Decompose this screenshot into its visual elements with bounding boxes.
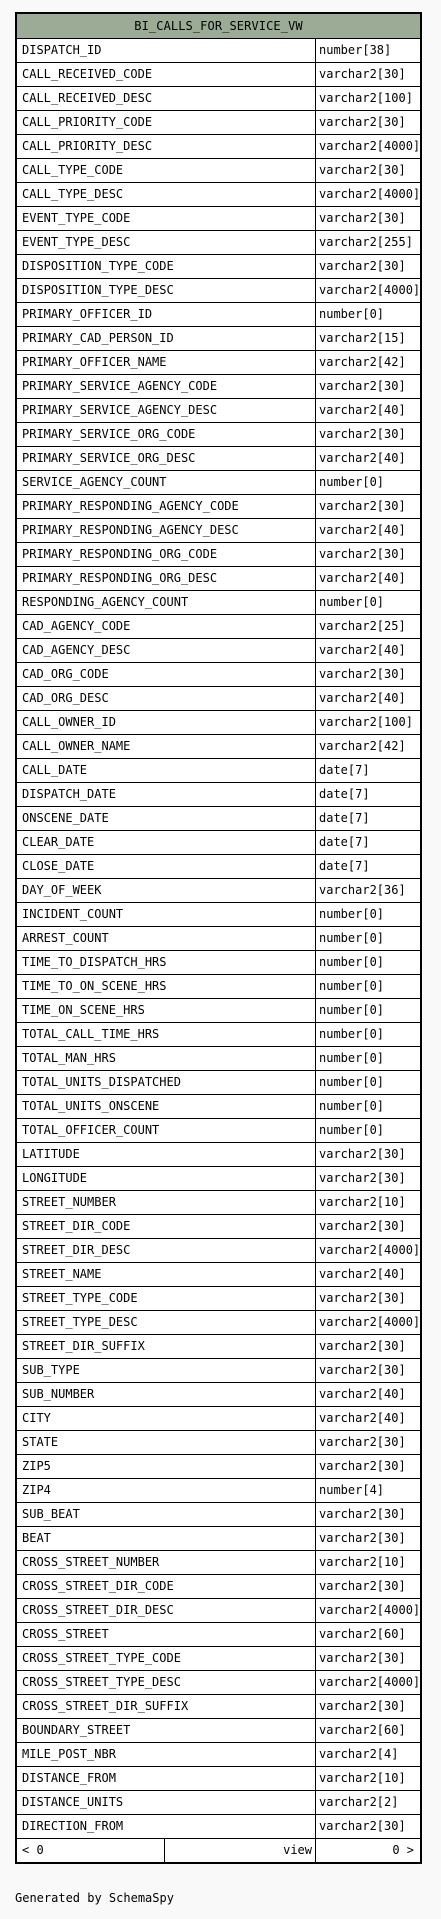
column-row: [17, 231, 420, 255]
column-row: [17, 1263, 420, 1287]
column-name: DISPOSITION_TYPE_CODE: [17, 255, 316, 278]
column-type: varchar2[42]: [319, 739, 406, 753]
entity-footer: [17, 1839, 420, 1862]
column-type: varchar2[4000]: [319, 283, 420, 297]
column-type: varchar2[4000]: [319, 1603, 420, 1617]
column-name: LONGITUDE: [17, 1167, 316, 1190]
column-name: CROSS_STREET_DIR_DESC: [17, 1599, 316, 1622]
column-row: [17, 1287, 420, 1311]
column-row: [17, 831, 420, 855]
column-type: varchar2[40]: [319, 1411, 406, 1425]
column-type: varchar2[40]: [319, 1387, 406, 1401]
column-name: DIRECTION_FROM: [17, 1815, 316, 1838]
column-row: [17, 207, 420, 231]
column-name: STREET_NUMBER: [17, 1191, 316, 1214]
column-type: varchar2[4000]: [319, 187, 420, 201]
column-type: number[0]: [319, 955, 385, 969]
column-row: [17, 663, 420, 687]
column-row: [17, 1023, 420, 1047]
column-type: varchar2[30]: [319, 1651, 406, 1665]
column-row: [17, 471, 420, 495]
column-name: PRIMARY_RESPONDING_ORG_DESC: [17, 567, 316, 590]
column-name: ZIP4: [17, 1479, 316, 1502]
column-name: STREET_NAME: [17, 1263, 316, 1286]
column-row: [17, 567, 420, 591]
entity-title: BI_CALLS_FOR_SERVICE_VW: [17, 14, 420, 39]
column-name: TOTAL_UNITS_ONSCENE: [17, 1095, 316, 1118]
column-row: [17, 1455, 420, 1479]
column-name: PRIMARY_OFFICER_ID: [17, 303, 316, 326]
column-name: TIME_TO_ON_SCENE_HRS: [17, 975, 316, 998]
column-type: varchar2[40]: [319, 691, 406, 705]
column-type: varchar2[4000]: [319, 1675, 420, 1689]
column-row: [17, 855, 420, 879]
column-type: varchar2[60]: [319, 1627, 406, 1641]
column-type: varchar2[30]: [319, 67, 406, 81]
column-type: varchar2[40]: [319, 523, 406, 537]
column-type: varchar2[30]: [319, 1435, 406, 1449]
column-type: number[0]: [319, 979, 385, 993]
column-name: CLOSE_DATE: [17, 855, 316, 878]
column-row: [17, 711, 420, 735]
column-type: varchar2[30]: [319, 1363, 406, 1377]
column-name: CAD_ORG_DESC: [17, 687, 316, 710]
column-type: varchar2[42]: [319, 355, 406, 369]
column-type: varchar2[4000]: [319, 1243, 420, 1257]
column-row: [17, 351, 420, 375]
column-type: date[7]: [319, 859, 370, 873]
column-name: STREET_TYPE_DESC: [17, 1311, 316, 1334]
column-row: [17, 63, 420, 87]
column-name: PRIMARY_SERVICE_ORG_DESC: [17, 447, 316, 470]
children-count: 0 >: [392, 1843, 414, 1857]
column-name: DISPATCH_DATE: [17, 783, 316, 806]
column-name: SERVICE_AGENCY_COUNT: [17, 471, 316, 494]
column-name: CALL_RECEIVED_DESC: [17, 87, 316, 110]
column-name: TIME_TO_DISPATCH_HRS: [17, 951, 316, 974]
column-name: PRIMARY_SERVICE_AGENCY_DESC: [17, 399, 316, 422]
column-row: [17, 39, 420, 63]
column-name: STATE: [17, 1431, 316, 1454]
column-name: ARREST_COUNT: [17, 927, 316, 950]
column-type: varchar2[30]: [319, 1219, 406, 1233]
column-type: date[7]: [319, 787, 370, 801]
column-row: [17, 279, 420, 303]
column-type: varchar2[30]: [319, 115, 406, 129]
column-row: [17, 951, 420, 975]
column-type: number[0]: [319, 907, 385, 921]
column-row: [17, 1527, 420, 1551]
column-name: CROSS_STREET: [17, 1623, 316, 1646]
column-name: CROSS_STREET_NUMBER: [17, 1551, 316, 1574]
column-type: number[0]: [319, 475, 385, 489]
column-name: INCIDENT_COUNT: [17, 903, 316, 926]
column-type: varchar2[255]: [319, 235, 413, 249]
column-name: DISPOSITION_TYPE_DESC: [17, 279, 316, 302]
column-type: varchar2[30]: [319, 1291, 406, 1305]
column-name: CALL_DATE: [17, 759, 316, 782]
column-type: varchar2[2]: [319, 1795, 399, 1809]
column-name: PRIMARY_RESPONDING_AGENCY_CODE: [17, 495, 316, 518]
column-row: [17, 1575, 420, 1599]
column-type: varchar2[30]: [319, 1339, 406, 1353]
column-name: CALL_OWNER_NAME: [17, 735, 316, 758]
column-type: varchar2[30]: [319, 499, 406, 513]
column-row: [17, 495, 420, 519]
column-name: CALL_TYPE_DESC: [17, 183, 316, 206]
column-name: TOTAL_UNITS_DISPATCHED: [17, 1071, 316, 1094]
column-type: varchar2[10]: [319, 1555, 406, 1569]
column-name: CLEAR_DATE: [17, 831, 316, 854]
column-row: [17, 1407, 420, 1431]
column-type: number[38]: [319, 43, 392, 57]
column-row: [17, 975, 420, 999]
column-type: varchar2[60]: [319, 1723, 406, 1737]
column-list: [17, 39, 420, 1839]
column-row: [17, 1047, 420, 1071]
column-row: [17, 1071, 420, 1095]
column-name: TOTAL_MAN_HRS: [17, 1047, 316, 1070]
column-row: [17, 999, 420, 1023]
column-type: varchar2[40]: [319, 1267, 406, 1281]
column-name: DISPATCH_ID: [17, 39, 316, 62]
column-name: PRIMARY_RESPONDING_AGENCY_DESC: [17, 519, 316, 542]
column-row: [17, 159, 420, 183]
column-row: [17, 1551, 420, 1575]
column-row: [17, 1335, 420, 1359]
column-row: [17, 303, 420, 327]
column-row: [17, 1743, 420, 1767]
column-name: BOUNDARY_STREET: [17, 1719, 316, 1742]
column-row: [17, 639, 420, 663]
column-type: varchar2[30]: [319, 211, 406, 225]
column-name: PRIMARY_OFFICER_NAME: [17, 351, 316, 374]
column-name: TOTAL_CALL_TIME_HRS: [17, 1023, 316, 1046]
column-type: varchar2[100]: [319, 91, 413, 105]
column-row: [17, 447, 420, 471]
column-row: [17, 1215, 420, 1239]
column-row: [17, 1143, 420, 1167]
column-row: [17, 1311, 420, 1335]
column-type: varchar2[40]: [319, 571, 406, 585]
column-type: varchar2[30]: [319, 163, 406, 177]
column-row: [17, 327, 420, 351]
column-name: DAY_OF_WEEK: [17, 879, 316, 902]
column-name: CROSS_STREET_TYPE_DESC: [17, 1671, 316, 1694]
column-row: [17, 759, 420, 783]
column-name: CALL_TYPE_CODE: [17, 159, 316, 182]
column-name: LATITUDE: [17, 1143, 316, 1166]
column-type: varchar2[30]: [319, 379, 406, 393]
column-row: [17, 1359, 420, 1383]
column-type: number[0]: [319, 1075, 385, 1089]
column-name: RESPONDING_AGENCY_COUNT: [17, 591, 316, 614]
column-type: varchar2[4]: [319, 1747, 399, 1761]
column-row: [17, 423, 420, 447]
column-type: number[0]: [319, 931, 385, 945]
column-type: number[0]: [319, 1003, 385, 1017]
column-type: varchar2[15]: [319, 331, 406, 345]
column-row: [17, 375, 420, 399]
entity-kind: view: [165, 1839, 316, 1862]
column-name: SUB_BEAT: [17, 1503, 316, 1526]
column-type: date[7]: [319, 835, 370, 849]
column-name: MILE_POST_NBR: [17, 1743, 316, 1766]
column-type: number[0]: [319, 1099, 385, 1113]
column-name: STREET_TYPE_CODE: [17, 1287, 316, 1310]
column-row: [17, 1095, 420, 1119]
column-row: [17, 927, 420, 951]
column-row: [17, 1647, 420, 1671]
column-name: CAD_AGENCY_DESC: [17, 639, 316, 662]
column-type: varchar2[36]: [319, 883, 406, 897]
column-name: CROSS_STREET_TYPE_CODE: [17, 1647, 316, 1670]
column-row: [17, 807, 420, 831]
column-row: [17, 1599, 420, 1623]
column-type: varchar2[10]: [319, 1771, 406, 1785]
column-row: [17, 1815, 420, 1839]
column-row: [17, 591, 420, 615]
column-type: number[0]: [319, 595, 385, 609]
column-name: DISTANCE_FROM: [17, 1767, 316, 1790]
column-name: STREET_DIR_CODE: [17, 1215, 316, 1238]
column-row: [17, 879, 420, 903]
column-row: [17, 183, 420, 207]
column-type: varchar2[30]: [319, 259, 406, 273]
column-type: varchar2[10]: [319, 1195, 406, 1209]
column-name: CALL_PRIORITY_DESC: [17, 135, 316, 158]
column-name: EVENT_TYPE_DESC: [17, 231, 316, 254]
column-name: PRIMARY_CAD_PERSON_ID: [17, 327, 316, 350]
column-type: varchar2[30]: [319, 667, 406, 681]
column-row: [17, 1479, 420, 1503]
column-row: [17, 111, 420, 135]
column-type: varchar2[30]: [319, 1579, 406, 1593]
column-row: [17, 1623, 420, 1647]
column-name: TOTAL_OFFICER_COUNT: [17, 1119, 316, 1142]
column-type: varchar2[30]: [319, 1699, 406, 1713]
column-type: date[7]: [319, 763, 370, 777]
column-name: CALL_OWNER_ID: [17, 711, 316, 734]
column-row: [17, 783, 420, 807]
column-name: STREET_DIR_SUFFIX: [17, 1335, 316, 1358]
column-row: [17, 615, 420, 639]
column-row: [17, 135, 420, 159]
column-name: TIME_ON_SCENE_HRS: [17, 999, 316, 1022]
column-name: ONSCENE_DATE: [17, 807, 316, 830]
column-type: varchar2[30]: [319, 1459, 406, 1473]
column-type: varchar2[25]: [319, 619, 406, 633]
column-row: [17, 1191, 420, 1215]
column-row: [17, 87, 420, 111]
column-row: [17, 1431, 420, 1455]
column-name: BEAT: [17, 1527, 316, 1550]
column-type: number[0]: [319, 1051, 385, 1065]
column-type: varchar2[30]: [319, 1531, 406, 1545]
column-row: [17, 1383, 420, 1407]
column-row: [17, 1695, 420, 1719]
column-type: varchar2[30]: [319, 1147, 406, 1161]
parents-count: < 0: [17, 1839, 165, 1862]
column-row: [17, 1791, 420, 1815]
column-row: [17, 519, 420, 543]
column-row: [17, 687, 420, 711]
column-type: varchar2[30]: [319, 547, 406, 561]
column-name: PRIMARY_SERVICE_AGENCY_CODE: [17, 375, 316, 398]
column-name: ZIP5: [17, 1455, 316, 1478]
column-type: date[7]: [319, 811, 370, 825]
column-type: varchar2[4000]: [319, 139, 420, 153]
column-name: CROSS_STREET_DIR_CODE: [17, 1575, 316, 1598]
column-name: CITY: [17, 1407, 316, 1430]
column-row: [17, 1767, 420, 1791]
column-row: [17, 255, 420, 279]
column-type: varchar2[40]: [319, 643, 406, 657]
generated-by-label: Generated by SchemaSpy: [15, 1891, 174, 1905]
column-name: PRIMARY_RESPONDING_ORG_CODE: [17, 543, 316, 566]
column-row: [17, 1167, 420, 1191]
column-type: varchar2[4000]: [319, 1315, 420, 1329]
column-type: varchar2[30]: [319, 1819, 406, 1833]
column-type: varchar2[40]: [319, 451, 406, 465]
column-type: varchar2[40]: [319, 403, 406, 417]
column-name: STREET_DIR_DESC: [17, 1239, 316, 1262]
column-type: number[0]: [319, 1123, 385, 1137]
column-name: PRIMARY_SERVICE_ORG_CODE: [17, 423, 316, 446]
column-row: [17, 1239, 420, 1263]
column-row: [17, 735, 420, 759]
column-row: [17, 903, 420, 927]
column-type: varchar2[100]: [319, 715, 413, 729]
column-name: SUB_TYPE: [17, 1359, 316, 1382]
column-row: [17, 543, 420, 567]
column-row: [17, 1671, 420, 1695]
column-type: number[0]: [319, 1027, 385, 1041]
column-type: varchar2[30]: [319, 1171, 406, 1185]
column-type: number[4]: [319, 1483, 385, 1497]
column-name: DISTANCE_UNITS: [17, 1791, 316, 1814]
column-name: CALL_RECEIVED_CODE: [17, 63, 316, 86]
column-name: CAD_ORG_CODE: [17, 663, 316, 686]
column-type: number[0]: [319, 307, 385, 321]
column-type: varchar2[30]: [319, 1507, 406, 1521]
column-name: CALL_PRIORITY_CODE: [17, 111, 316, 134]
column-name: EVENT_TYPE_CODE: [17, 207, 316, 230]
column-row: [17, 1503, 420, 1527]
column-row: [17, 1719, 420, 1743]
column-row: [17, 399, 420, 423]
column-row: [17, 1119, 420, 1143]
column-name: SUB_NUMBER: [17, 1383, 316, 1406]
column-name: CROSS_STREET_DIR_SUFFIX: [17, 1695, 316, 1718]
column-name: CAD_AGENCY_CODE: [17, 615, 316, 638]
column-type: varchar2[30]: [319, 427, 406, 441]
entity-table: [15, 12, 422, 1864]
